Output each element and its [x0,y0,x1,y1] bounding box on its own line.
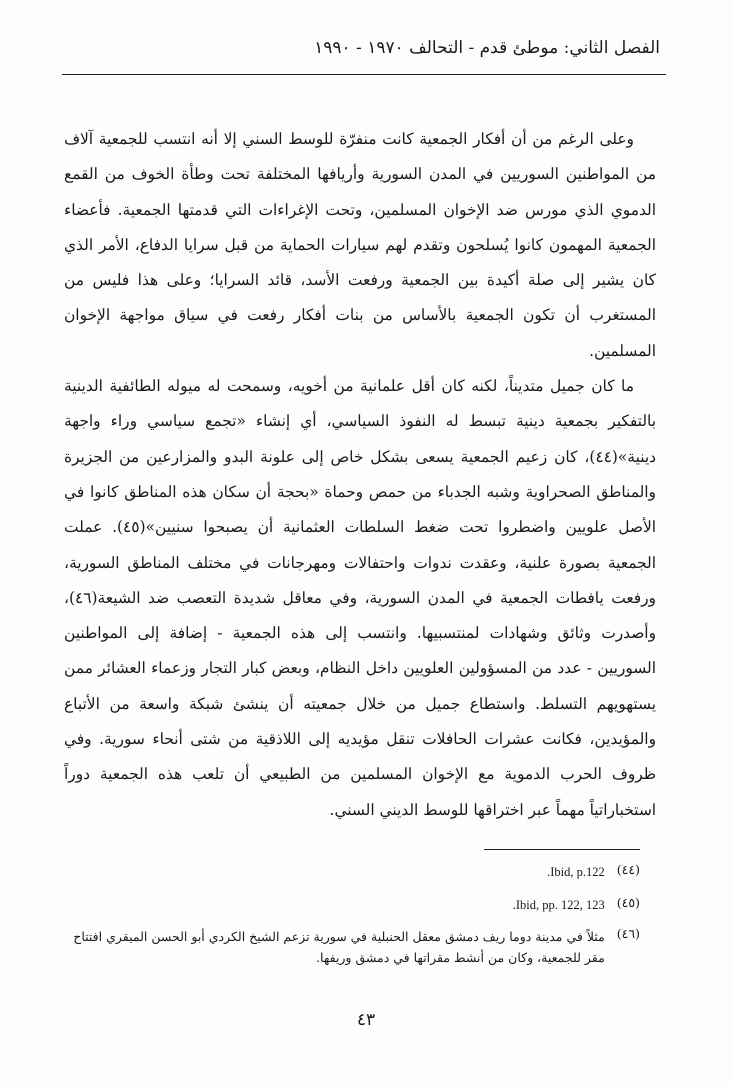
footnotes [72,862,640,968]
footnote [72,926,640,968]
footnote-rule [484,849,640,850]
footnote [72,862,640,883]
body-text [64,122,656,828]
footnote [72,895,640,916]
footnote-number: (٤٤) [616,862,640,877]
footnote-text: Ibid, p.122. [547,865,605,879]
paragraph: وعلى الرغم من أن أفكار الجمعية كانت منفرّة للوسط السني إلا أنه انتسب للجمعية آلاف من المواطنين السوريين في المدن السورية وأريافها المختلفة تحت وطأة الخوف من القمع الدموي الذي مورس ضد الإخوان المسلمين، وتحت الإغراءات التي قدمتها الجمعية. فأعضاء الجمعية المهمون كانوا يُسلحون وتقدم لهم سيارات الحماية من قبل سرايا الدفاع، الأمر الذي كان يشير إلى صلة أكيدة بين الجمعية ورفعت الأسد، قائد السرايا؛ وعلى هذا فليس من المستغرب أن تكون الجمعية بالأساس من بنات أفكار رفعت في سياق مواجهة الإخوان المسلمين. [64,130,656,360]
footnote-text: مثلاً في مدينة دوما ريف دمشق معقل الحنبلية في سورية تزعم الشيخ الكردي أبو الحسن الميقري افتتاح مقر للجمعية، وكان من أنشط مقراتها في دمشق وريفها. [73,929,605,965]
header-rule [62,74,666,75]
footnote-text: Ibid, pp. 122, 123. [512,898,605,912]
page-number: ٤٣ [356,1010,376,1030]
footnote-number: (٤٦) [616,926,640,941]
paragraph: ما كان جميل متديناً، لكنه كان أقل علمانية من أخويه، وسمحت له ميوله الطائفية الدينية بالتفكير بجمعية دينية تبسط له النفوذ السياسي، أي إنشاء «تجمع سياسي وراء واجهة دينية»(٤٤)، كان زعيم الجمعية يسعى بشكل خاص إلى علونة البدو والمزارعين من الجزيرة والمناطق الصحراوية وشبه الجدباء من حمص وحماة «بحجة أن سكان هذه المناطق كانوا في الأصل علويين واضطروا تحت ضغط السلطات العثمانية أن يصبحوا سنيين»(٤٥). عملت الجمعية بصورة علنية، وعقدت ندوات واحتفالات ومهرجانات في مختلف المناطق السورية، ورفعت يافطات الجمعية في المدن السورية، وفي معاقل شديدة التعصب ضد الشيعة(٤٦)، وأصدرت وثائق وشهادات لمنتسبيها. وانتسب إلى هذه الجمعية - إضافة إلى المواطنين السوريين - عدد من المسؤولين العلويين داخل النظام، وبعض كبار التجار وزعماء العشائر ممن يستهويهم التسلط. واستطاع جميل من خلال جمعيته أن ينشئ شبكة واسعة من الأتباع والمؤيدين، فكانت عشرات الحافلات تنقل مؤيديه إلى اللاذقية من شتى أنحاء سورية. وفي ظروف الحرب الدموية مع الإخوان المسلمين من الطبيعي أن تلعب هذه الجمعية دوراً استخباراتياً مهماً عبر اختراقها للوسط الديني السني. [64,377,657,819]
running-header: الفصل الثاني: موطئ قدم - التحالف ١٩٧٠ - ١٩٩٠ [314,38,660,58]
footnote-number: (٤٥) [616,895,640,910]
